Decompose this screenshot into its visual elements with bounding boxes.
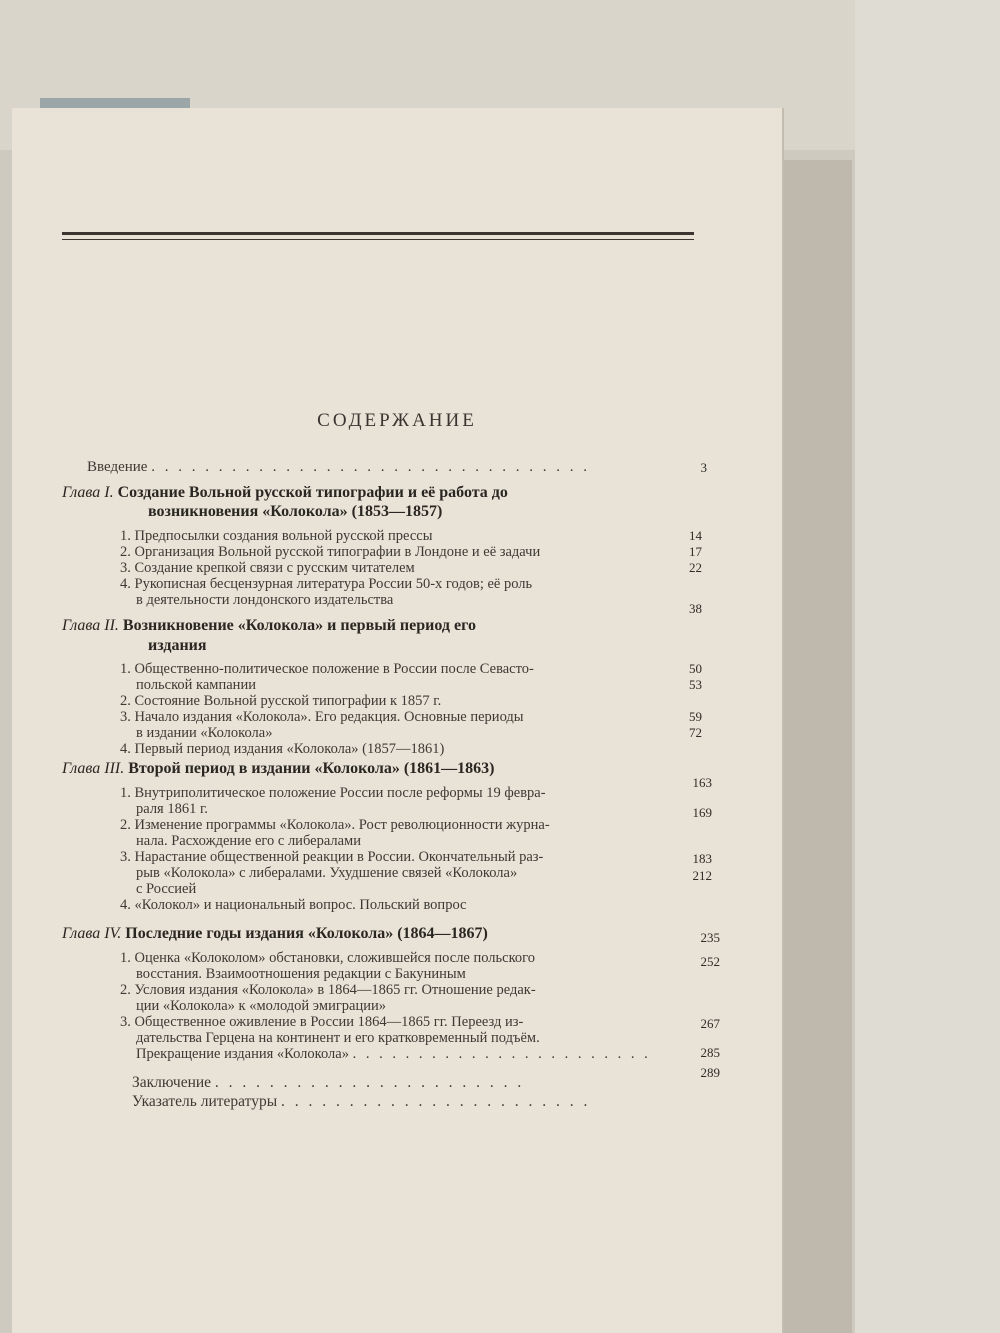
header-rule <box>62 232 694 235</box>
toc-conclusion-page: 289 <box>700 1065 720 1080</box>
header-rule-thin <box>62 239 694 240</box>
toc-item-page: 235 <box>700 930 720 945</box>
toc-item: 1. Оценка «Колоколом» обстановки, сложившейся после польского <box>120 950 535 966</box>
chapter-2-heading <box>62 618 476 634</box>
toc-item-page: 163 <box>692 775 712 790</box>
toc-item: 1. Внутриполитическое положение России после реформы 19 февра- <box>120 785 546 801</box>
chapter-4-label: Глава IV. <box>62 925 122 942</box>
background-paper <box>855 0 1000 1333</box>
chapter-4-title: Последние годы издания «Колокола» (1864—1867) <box>125 925 488 942</box>
toc-item: 2. Организация Вольной русской типографии в Лондоне и её задачи <box>120 544 541 560</box>
toc-item: 4. Рукописная бесцензурная литература России 50-х годов; её роль <box>120 576 533 592</box>
toc-item: 3. Общественное оживление в России 1864—1865 гг. Переезд из- <box>120 1014 524 1030</box>
toc-item-cont: рыв «Колокола» с либералами. Ухудшение связей «Колокола» <box>136 865 518 881</box>
dot-leader: . . . . . . . . . . . . . . . . . . . . . . . . . . . . . . . . . <box>151 459 590 475</box>
toc-item-page: 169 <box>692 805 712 820</box>
book-page <box>12 108 782 1333</box>
toc-item-cont: восстания. Взаимоотношения редакции с Бакуниным <box>136 966 466 982</box>
chapter-4-heading <box>62 926 488 942</box>
toc-bibliography-label: Указатель литературы <box>132 1093 278 1110</box>
toc-item-cont <box>136 1046 651 1062</box>
toc-item-cont: раля 1861 г. <box>136 801 208 817</box>
chapter-2-title-cont: издания <box>148 637 207 654</box>
chapter-1-title: Создание Вольной русской типографии и её работа до <box>117 484 508 501</box>
toc-conclusion <box>132 1075 524 1091</box>
dot-leader: . . . . . . . . . . . . . . . . . . . . . . . <box>214 1074 525 1091</box>
toc-item-cont: с Россией <box>136 881 197 897</box>
toc-intro-label: Введение <box>87 459 148 475</box>
toc-item: 3. Начало издания «Колокола». Его редакция. Основные периоды <box>120 709 524 725</box>
cover-edge <box>780 160 852 1333</box>
dot-leader: . . . . . . . . . . . . . . . . . . . . . . . <box>352 1046 651 1062</box>
chapter-3-label: Глава III. <box>62 760 125 777</box>
toc-item: 1. Общественно-политическое положение в России после Севасто- <box>120 661 534 677</box>
toc-item-page: 22 <box>689 560 702 575</box>
toc-item-page: 267 <box>700 1016 720 1031</box>
chapter-2-title: Возникновение «Колокола» и первый период его <box>122 617 476 634</box>
toc-item-page: 14 <box>689 528 702 543</box>
chapter-1-label: Глава I. <box>62 484 114 501</box>
chapter-1-title-cont: возникновения «Колокола» (1853—1857) <box>148 503 443 520</box>
toc-item-page: 38 <box>689 601 702 616</box>
toc-item-page: 212 <box>692 868 712 883</box>
toc-bibliography <box>132 1094 590 1110</box>
toc-item-page: 72 <box>689 725 702 740</box>
toc-item-cont: польской кампании <box>136 677 256 693</box>
toc-item-cont: в деятельности лондонского издательства <box>136 592 394 608</box>
toc-item-page: 285 <box>700 1045 720 1060</box>
toc-item: 1. Предпосылки создания вольной русской прессы <box>120 528 433 544</box>
dot-leader: . . . . . . . . . . . . . . . . . . . . . . . <box>281 1093 591 1110</box>
toc-item-cont: дательства Герцена на континент и его кратковременный подъём. <box>136 1030 540 1046</box>
chapter-3-title: Второй период в издании «Колокола» (1861—1863) <box>128 760 495 777</box>
toc-item-page: 17 <box>689 544 702 559</box>
toc-item: 2. Состояние Вольной русской типографии к 1857 г. <box>120 693 442 709</box>
chapter-2-label: Глава II. <box>62 617 119 634</box>
toc-intro <box>87 459 590 475</box>
toc-item: 2. Изменение программы «Колокола». Рост революционности журна- <box>120 817 550 833</box>
toc-item: 3. Нарастание общественной реакции в России. Окончательный раз- <box>120 849 544 865</box>
chapter-3-heading <box>62 761 495 777</box>
toc-item-page: 59 <box>689 709 702 724</box>
page-title: СОДЕРЖАНИЕ <box>317 410 477 431</box>
toc-item-cont: в издании «Колокола» <box>136 725 273 741</box>
toc-conclusion-label: Заключение <box>132 1074 212 1091</box>
toc-item: 3. Создание крепкой связи с русским читателем <box>120 560 415 576</box>
toc-item-cont: ции «Колокола» к «молодой эмиграции» <box>136 998 386 1014</box>
chapter-1-heading <box>62 485 508 501</box>
toc-item-page: 50 <box>689 661 702 676</box>
toc-item-cont: нала. Расхождение его с либералами <box>136 833 361 849</box>
toc-item-page: 183 <box>692 851 712 866</box>
toc-item: 4. Первый период издания «Колокола» (1857—1861) <box>120 741 445 757</box>
toc-item: 2. Условия издания «Колокола» в 1864—1865 гг. Отношение редак- <box>120 982 536 998</box>
toc-item-page: 252 <box>700 954 720 969</box>
toc-intro-page: 3 <box>700 460 707 475</box>
toc-item: 4. «Колокол» и национальный вопрос. Польский вопрос <box>120 897 467 913</box>
toc-item-cont-text: Прекращение издания «Колокола» <box>136 1046 349 1062</box>
toc-item-page: 53 <box>689 677 702 692</box>
